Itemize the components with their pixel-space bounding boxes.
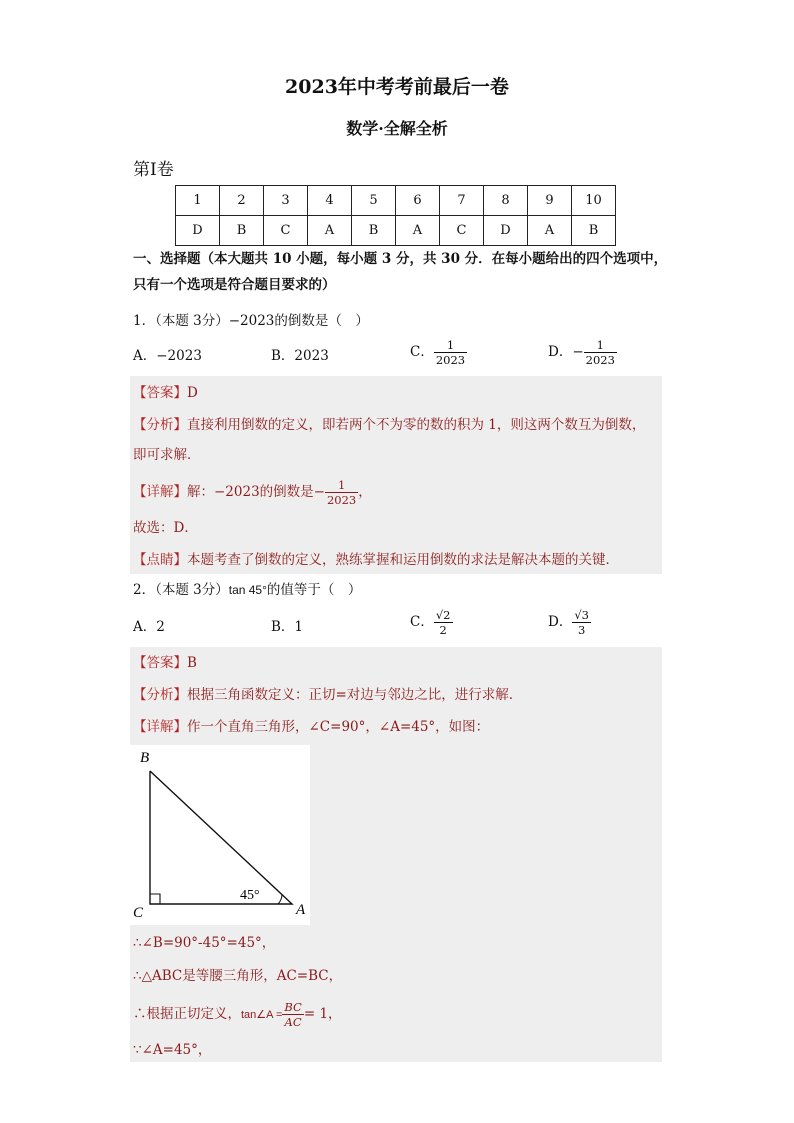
label-a: A <box>296 902 306 918</box>
fraction-numerator: BC <box>284 1000 302 1014</box>
table-cell: B <box>572 216 616 246</box>
q2-stem-prefix: 2．（本题 3分） <box>133 582 229 598</box>
q1-option-d-fraction <box>584 338 617 367</box>
table-cell: D <box>484 216 528 246</box>
q2-option-c-fraction <box>434 608 453 637</box>
table-cell: D <box>176 216 220 246</box>
table-cell: 10 <box>572 186 616 216</box>
table-cell: 1 <box>176 186 220 216</box>
fraction-numerator: 1 <box>596 338 604 352</box>
detail-label: 【详解】 <box>133 484 187 500</box>
analysis-text: 直接利用倒数的定义，即若两个不为零的数的积为 1，则这两个数互为倒数， <box>187 417 646 433</box>
step3-fraction <box>282 1000 303 1029</box>
q1-stem: 1．（本题 3分）−2023的倒数是（ ） <box>133 313 369 329</box>
table-cell: B <box>352 216 396 246</box>
q2-step2: ∴△ABC是等腰三角形，AC=BC， <box>133 968 343 984</box>
answer-table <box>175 185 616 246</box>
fraction-denominator: 2 <box>434 622 453 637</box>
q1-analysis-line2: 即可求解． <box>133 447 201 463</box>
fraction-numerator: √2 <box>435 608 451 622</box>
q1-option-c-prefix: C． <box>410 344 434 360</box>
fraction-denominator: 2023 <box>326 493 357 507</box>
analysis-label: 【分析】 <box>133 687 187 703</box>
comment-label: 【点睛】 <box>133 552 187 568</box>
table-cell: A <box>396 216 440 246</box>
q2-stem <box>133 580 361 600</box>
section-heading: 第Ⅰ卷 <box>133 160 174 180</box>
q1-answer <box>133 383 198 403</box>
q1-detail <box>133 478 372 507</box>
table-cell: B <box>220 216 264 246</box>
q1-option-a: A．−2023 <box>133 348 202 364</box>
label-b: B <box>140 750 150 766</box>
table-cell: 9 <box>528 186 572 216</box>
table-cell: 5 <box>352 186 396 216</box>
q2-option-c-prefix: C． <box>410 614 434 630</box>
table-cell: 7 <box>440 186 484 216</box>
q2-answer <box>133 653 197 673</box>
table-cell: A <box>308 216 352 246</box>
detail-text: 解：−2023的倒数是− <box>187 484 325 500</box>
angle-label: 45° <box>240 888 260 903</box>
q2-step3 <box>133 1000 342 1029</box>
q1-comment <box>133 550 619 570</box>
q2-option-a: A．2 <box>133 619 165 635</box>
analysis-text: 根据三角函数定义：正切=对边与邻边之比，进行求解． <box>187 687 523 703</box>
table-cell: 4 <box>308 186 352 216</box>
fraction-denominator: 2023 <box>585 353 615 367</box>
section-intro-line1: 一、选择题（本大题共 10 小题，每小题 3 分，共 30 分．在每小题给出的四个选项中， <box>133 251 668 267</box>
q2-option-c <box>410 608 453 637</box>
q2-step4: ∵∠A=45°， <box>133 1042 212 1058</box>
page-title: 2023年中考考前最后一卷 <box>285 76 509 98</box>
q1-option-d-prefix: D．− <box>548 344 584 360</box>
answer-label: 【答案】 <box>133 655 187 671</box>
table-cell: 3 <box>264 186 308 216</box>
detail-tail: ， <box>358 484 372 500</box>
fraction-denominator: 2023 <box>435 353 466 367</box>
comment-text: 本题考查了倒数的定义，熟练掌握和运用倒数的求法是解决本题的关键． <box>187 552 619 568</box>
answer-value: D <box>187 385 198 401</box>
q2-detail <box>133 717 489 737</box>
fraction-numerator: 1 <box>446 338 455 352</box>
fraction-numerator: √3 <box>574 608 589 622</box>
table-cell: C <box>264 216 308 246</box>
q2-analysis <box>133 685 522 705</box>
step3-tail: = 1， <box>303 1006 342 1022</box>
table-cell: A <box>528 216 572 246</box>
q1-option-d <box>548 338 617 367</box>
table-cell: C <box>440 216 484 246</box>
section-intro-line2: 只有一个选项是符合题目要求的） <box>133 277 336 293</box>
analysis-label: 【分析】 <box>133 417 187 433</box>
page-subtitle: 数学·全解全析 <box>346 119 448 138</box>
q1-option-b: B．2023 <box>271 348 329 364</box>
figure-background <box>130 745 310 925</box>
q2-option-b: B．1 <box>271 619 304 635</box>
detail-text: 作一个直角三角形，∠C=90°，∠A=45°，如图： <box>187 719 490 735</box>
detail-fraction <box>325 478 358 507</box>
q2-option-d <box>548 608 591 637</box>
q1-analysis <box>133 415 673 435</box>
label-c: C <box>133 905 144 921</box>
step3-prefix: ∴根据正切定义， <box>133 1006 241 1022</box>
q2-step1: ∴∠B=90°-45°=45°， <box>133 935 276 951</box>
q1-option-c-fraction <box>434 338 467 367</box>
q2-stem-suffix: 的值等于（ ） <box>266 582 362 598</box>
q2-option-d-fraction <box>572 608 591 637</box>
table-cell: 2 <box>220 186 264 216</box>
q2-option-d-prefix: D． <box>548 614 573 630</box>
table-cell: 8 <box>484 186 528 216</box>
table-cell: 6 <box>396 186 440 216</box>
answer-value: B <box>187 655 197 671</box>
q1-choice: 故选：D． <box>133 520 198 536</box>
step3-tan: tan∠A = <box>241 1009 283 1021</box>
answer-table-numbers-row <box>176 186 616 216</box>
q1-option-c <box>410 338 467 367</box>
fraction-denominator: AC <box>282 1014 303 1029</box>
triangle-figure <box>130 745 310 925</box>
q1-solution-box <box>130 376 662 574</box>
detail-label: 【详解】 <box>133 719 187 735</box>
fraction-denominator: 3 <box>572 622 591 637</box>
fraction-numerator: 1 <box>337 478 346 492</box>
answer-label: 【答案】 <box>133 385 187 401</box>
answer-table-answers-row <box>176 216 616 246</box>
q2-stem-tan: tan 45° <box>228 583 267 597</box>
